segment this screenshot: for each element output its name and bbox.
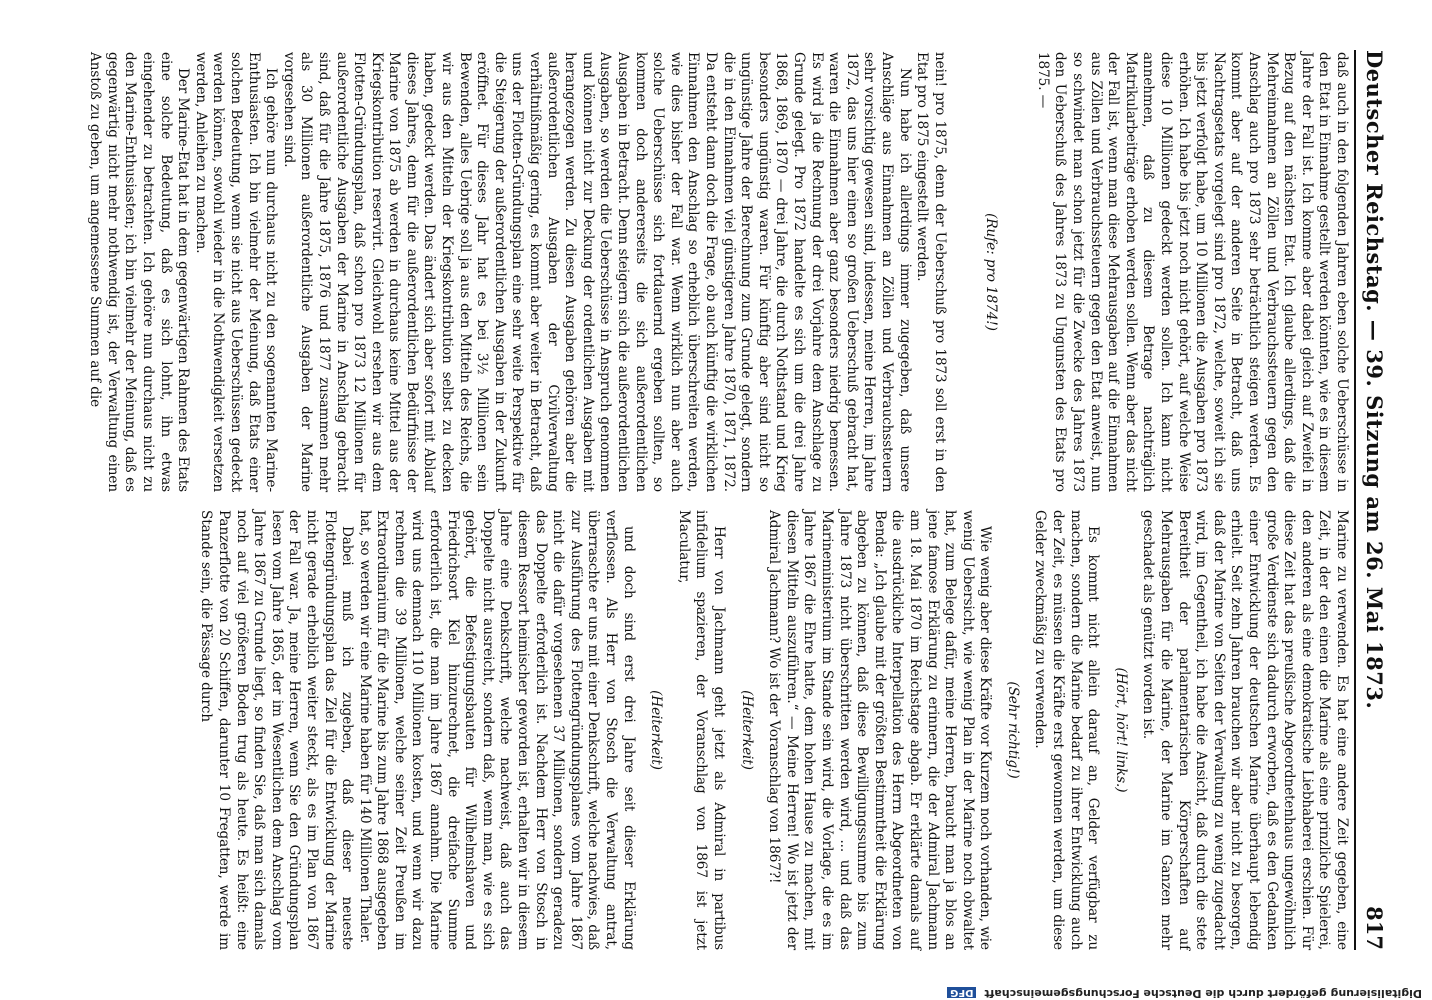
dfg-logo: DFG xyxy=(947,987,976,998)
right-paragraph-3: Wie wenig aber diese Kräfte vor Kurzem noch vorhanden, wie wenig Uebersicht, wie wenig Plan in der Marine noch obwaltet hat, zum Belege dafür, meine Herren, braucht man ja blos an jene famose Erklärung zu erinnern, die der Admiral Jachmann am 18. Mai 1870 im Reichstage abgab. Er erklärte damals auf die ausdrückliche Interpellation des Herrn Abgeordneten von Benda: „Ich glaube mit der größten Bestimmtheit die Erklärung abgeben zu können, daß diese Bewilligungssumme bis zum Jahre 1873 nicht überschritten werden wird, ... und daß das Marineministerium im Stande sein wird, die Vorlage, die es im Jahre 1867 die Ehre hatte, dem hohen Hause zu machen, mit diesen Mitteln auszuführen.“ — Meine Herren! Wo ist jetzt der Admiral Jachmann? Wo ist der Voranschlag von 1867?! xyxy=(766,510,994,950)
left-paragraph-3: Nun habe ich allerdings immer zugegeben, daß unsere Anschläge aus Einnahmen an Zöllen und Verbrauchssteuern sehr vorsichtig gewesen sind, indessen, meine Herren, im Jahre 1872, das uns hier einen so großen Ueberschuß gebracht hat, waren die Einnahmen aber ganz besonders niedrig bemessen. Es wird ja die Rechnung der drei Vorjahre dem Anschlage zu Grunde gelegt. Pro 1872 handelte es sich um die drei Jahre 1868, 1869, 1870 — drei Jahre, die durch Nothstand und Krieg besonders ungünstig waren. Für künftig aber sind nicht so ungünstige Jahre der Berechnung zum Grunde gelegt, sondern die in den Einnahmen viel günstigeren Jahre 1870, 1871, 1872. Da entsteht dann doch die Frage, ob auch künftig die wirklichen Einnahmen den Anschlag so erheblich überschreiten werden, wie dies bisher der Fall war. Wenn wirklich nun aber auch solche Ueberschüsse sich fortdauernd ergeben sollten, so kommen doch andererseits die sich außerordentlichen Ausgaben in Betracht. Denn steigern sich die außerordentlichen Ausgaben, so werden die Ueberschüsse in Anspruch genommen und können nicht zur Deckung der ordentlichen Ausgaben mit herangezogen werden. Zu diesen Ausgaben gehören aber die außerordentlichen Ausgaben der Civilverwaltung verhältnißmäßig gering, es kommt aber weiter in Betracht, daß uns der Flotten-Gründungsplan eine sehr weite Perspektive für die Steigerung der außerordentlichen Ausgaben in der Zukunft eröffnet. Für dieses Jahr hat es bei 3½ Millionen sein Bewenden, alles Uebrige soll ja aus den Mitteln des Reichs, die wir aus den Mitteln der Kriegskontribution selbst zu decken haben, gedeckt werden. Das ändert sich aber sofort mit Ablauf dieses Jahres, denn für die außerordentlichen Bedürfnisse der Marine von 1875 ab werden in durchaus keine Mittel aus der Kriegskontribution reservirt. Gleichwohl ersehen wir aus dem Flotten-Gründungsplan, daß schon pro 1873 12 Millionen für außerordentliche Ausgaben der Marine in Anschlag gebracht sind, daß für die Jahre 1875, 1876 und 1877 zusammen mehr als 30 Millionen außerordentliche Ausgaben der Marine vorgesehen sind. xyxy=(280,52,913,492)
right-paragraph-5: und doch sind erst drei Jahre seit dieser Erklärung verflossen. Als Herr von Stosch die Verwaltung antrat, überraschte er uns mit einer Denkschrift, welche nachwies, daß zur Ausführung des Flottengründungsplanes vom Jahre 1867 nicht die dafür vorgesehenen 37 Millionen, sondern geradezu das Doppelte erforderlich ist. Nachdem Herr von Stosch in diesem Ressort heimischer geworden ist, erhalten wir in diesem Jahre eine Denkschrift, welche nachweist, daß auch das Doppelte nicht ausreicht, sondern daß, wenn man, wie es sich gehört, die Befestigungsbauten für Wilhelmshaven und Friedrichsort Kiel hinzurechnet, die dreifache Summe erforderlich ist, die man im Jahre 1867 annahm. Die Marine wird uns demnach 110 Millionen kosten, und wenn wir dazu rechnen die 39 Millionen, welche seiner Zeit Preußen im Extraordinarium für die Marine bis zum Jahre 1868 ausgegeben hat, so werden wir eine Marine haben für 140 Millionen Thaler. xyxy=(356,510,637,950)
interjection: (Rufe: pro 1874!) xyxy=(983,213,1000,331)
right-column xyxy=(90,510,1350,950)
running-title: Deutscher Reichstag. — 39. Sitzung am 26. Mai 1873. xyxy=(1362,50,1387,710)
interjection: (Hört, hört! links.) xyxy=(1112,667,1129,793)
credit-text: Digitalisierung gefördert durch die Deutsche Forschungsgemeinschaft xyxy=(984,987,1422,1000)
spacer xyxy=(1009,52,1033,492)
right-paragraph-2: Es kommt nicht allein darauf an, Gelder verfügbar zu machen, sondern die Marine bedarf zu ihrer Entwicklung auch der Zeit, es müssen die Kräfte erst gewonnen werden, um diese Gelder zweckmäßig zu verwenden. xyxy=(1032,510,1102,950)
left-paragraph-5: Der Marine-Etat hat in dem gegenwärtigen Rahmen des Etats eine solche Bedeutung, daß es sich lohnt, ihn etwas eingehender zu betrachten. Ich gehöre nun durchaus nicht zu den Marine-Enthusiasten; ich bin vielmehr der Meinung, daß es gegenwärtig nicht mehr nothwendig ist, der Verwaltung einen Anstoß zu geben, um angemessene Summen auf die xyxy=(87,52,192,492)
right-paragraph-4: Herr von Jachmann geht jetzt als Admiral in partibus infidelium spazieren, der Voranschlag von 1867 ist jetzt Maculatur, xyxy=(675,510,727,950)
left-paragraph-4: Ich gehöre nun durchaus nicht zu den sogenannten Marine-Enthusiasten. Ich bin vielmehr der Meinung, daß Etats einer solchen Bedeutung, wenn sie nicht aus Ueberschüssen gedeckt werden können, sowohl wieder in die Nothwendigkeit versetzen werden, Anleihen zu machen. xyxy=(192,52,280,492)
digitization-credit xyxy=(947,987,1422,1000)
left-column xyxy=(87,52,1350,492)
right-paragraph-1: Marine zu verwenden. Es hat eine andere Zeit gegeben, eine Zeit, in der den einen die Marine als eine prinzliche Spielerei, den anderen als eine demokratische Liebhaberei erschien. Für diese Zeit hat das preußische Abgeordnetenhaus ungewöhnlich große Verdienste sich dadurch erworben, daß es den Gedanken einer Entwicklung der deutschen Marine überhaupt lebendig erhielt. Seit zehn Jahren brauchen wir aber nicht zu besorgen, daß der Marine von Seiten der Verwaltung zu wenig zugedacht wird, im Gegentheil, ich habe die Ansicht, daß durch die stete Bereitheit der parlamentarischen Körperschaften auf Mehrausgaben für die Marine, der Marine im Ganzen mehr geschadet als genützt worden ist. xyxy=(1140,510,1350,950)
right-paragraph-6: Dabei muß ich zugeben, daß dieser neueste Flottengründungsplan das Ziel für die Entwicklung der Marine nicht gerade erheblich weiter steckt, als es im Plan von 1867 der Fall war. Ja, meine Herren, wenn Sie den Gründungsplan lesen vom Jahre 1865, der im Wesentlichen dem Anschlag vom Jahre 1867 zu Grunde liegt, so finden Sie, daß man sich damals noch auf viel größeren Boden trug als heute. Es heißt: eine Panzerflotte von 20 Schiffen, darunter 10 Fregatten, werde im Stande sein, die Pässage durch xyxy=(198,510,356,950)
left-paragraph-2: nein! pro 1875, denn der Ueberschuß pro 1873 soll erst in den Etat pro 1875 eingestellt werden. xyxy=(914,52,948,492)
interjection: (Sehr richtig!) xyxy=(1004,681,1021,779)
left-paragraph-1: daß auch in den folgenden Jahren eben solche Ueberschüsse in den Etat in Einnahme gestellt werden könnten, wie es in diesem Jahre der Fall ist. Ich komme aber dabei gleich auf Zweifel in Bezug auf den nächsten Etat. Ich glaube allerdings, daß die Mehreinnahmen an Zöllen und Verbrauchssteuern gegen den Anschlag auch pro 1873 sehr beträchtlich steigen werden. Es kommt aber auf der anderen Seite in Betracht, daß uns Nachtragsetats vorgelegt sind pro 1872, welche, soweit ich sie bis jetzt verfolgt habe, um 10 Millionen die Ausgaben pro 1873 erhöhen. Ich habe bis jetzt noch nicht gehört, auf welche Weise diese 10 Millionen gedeckt werden sollen. Ich kann nicht annehmen, daß zu diesem Betrage nachträglich Matrikularbeiträge erhoben werden sollen. Wenn aber das nicht der Fall ist, wenn man diese Mehrausgaben auf die Einnahmen aus Zöllen und Verbrauchssteuern gegen den Etat anweist, nun so schwindet man schon jetzt für die Zwecke des Jahres 1873 den Ueberschuß des Jahres 1873 zu Ungunsten des Etats pro 1875. — xyxy=(1034,52,1350,492)
interjection: (Heiterkeit) xyxy=(738,690,755,770)
running-header xyxy=(1354,50,1396,950)
spacer xyxy=(948,52,972,492)
page-number: 817 xyxy=(1362,906,1387,950)
interjection: (Heiterkeit) xyxy=(648,690,665,770)
